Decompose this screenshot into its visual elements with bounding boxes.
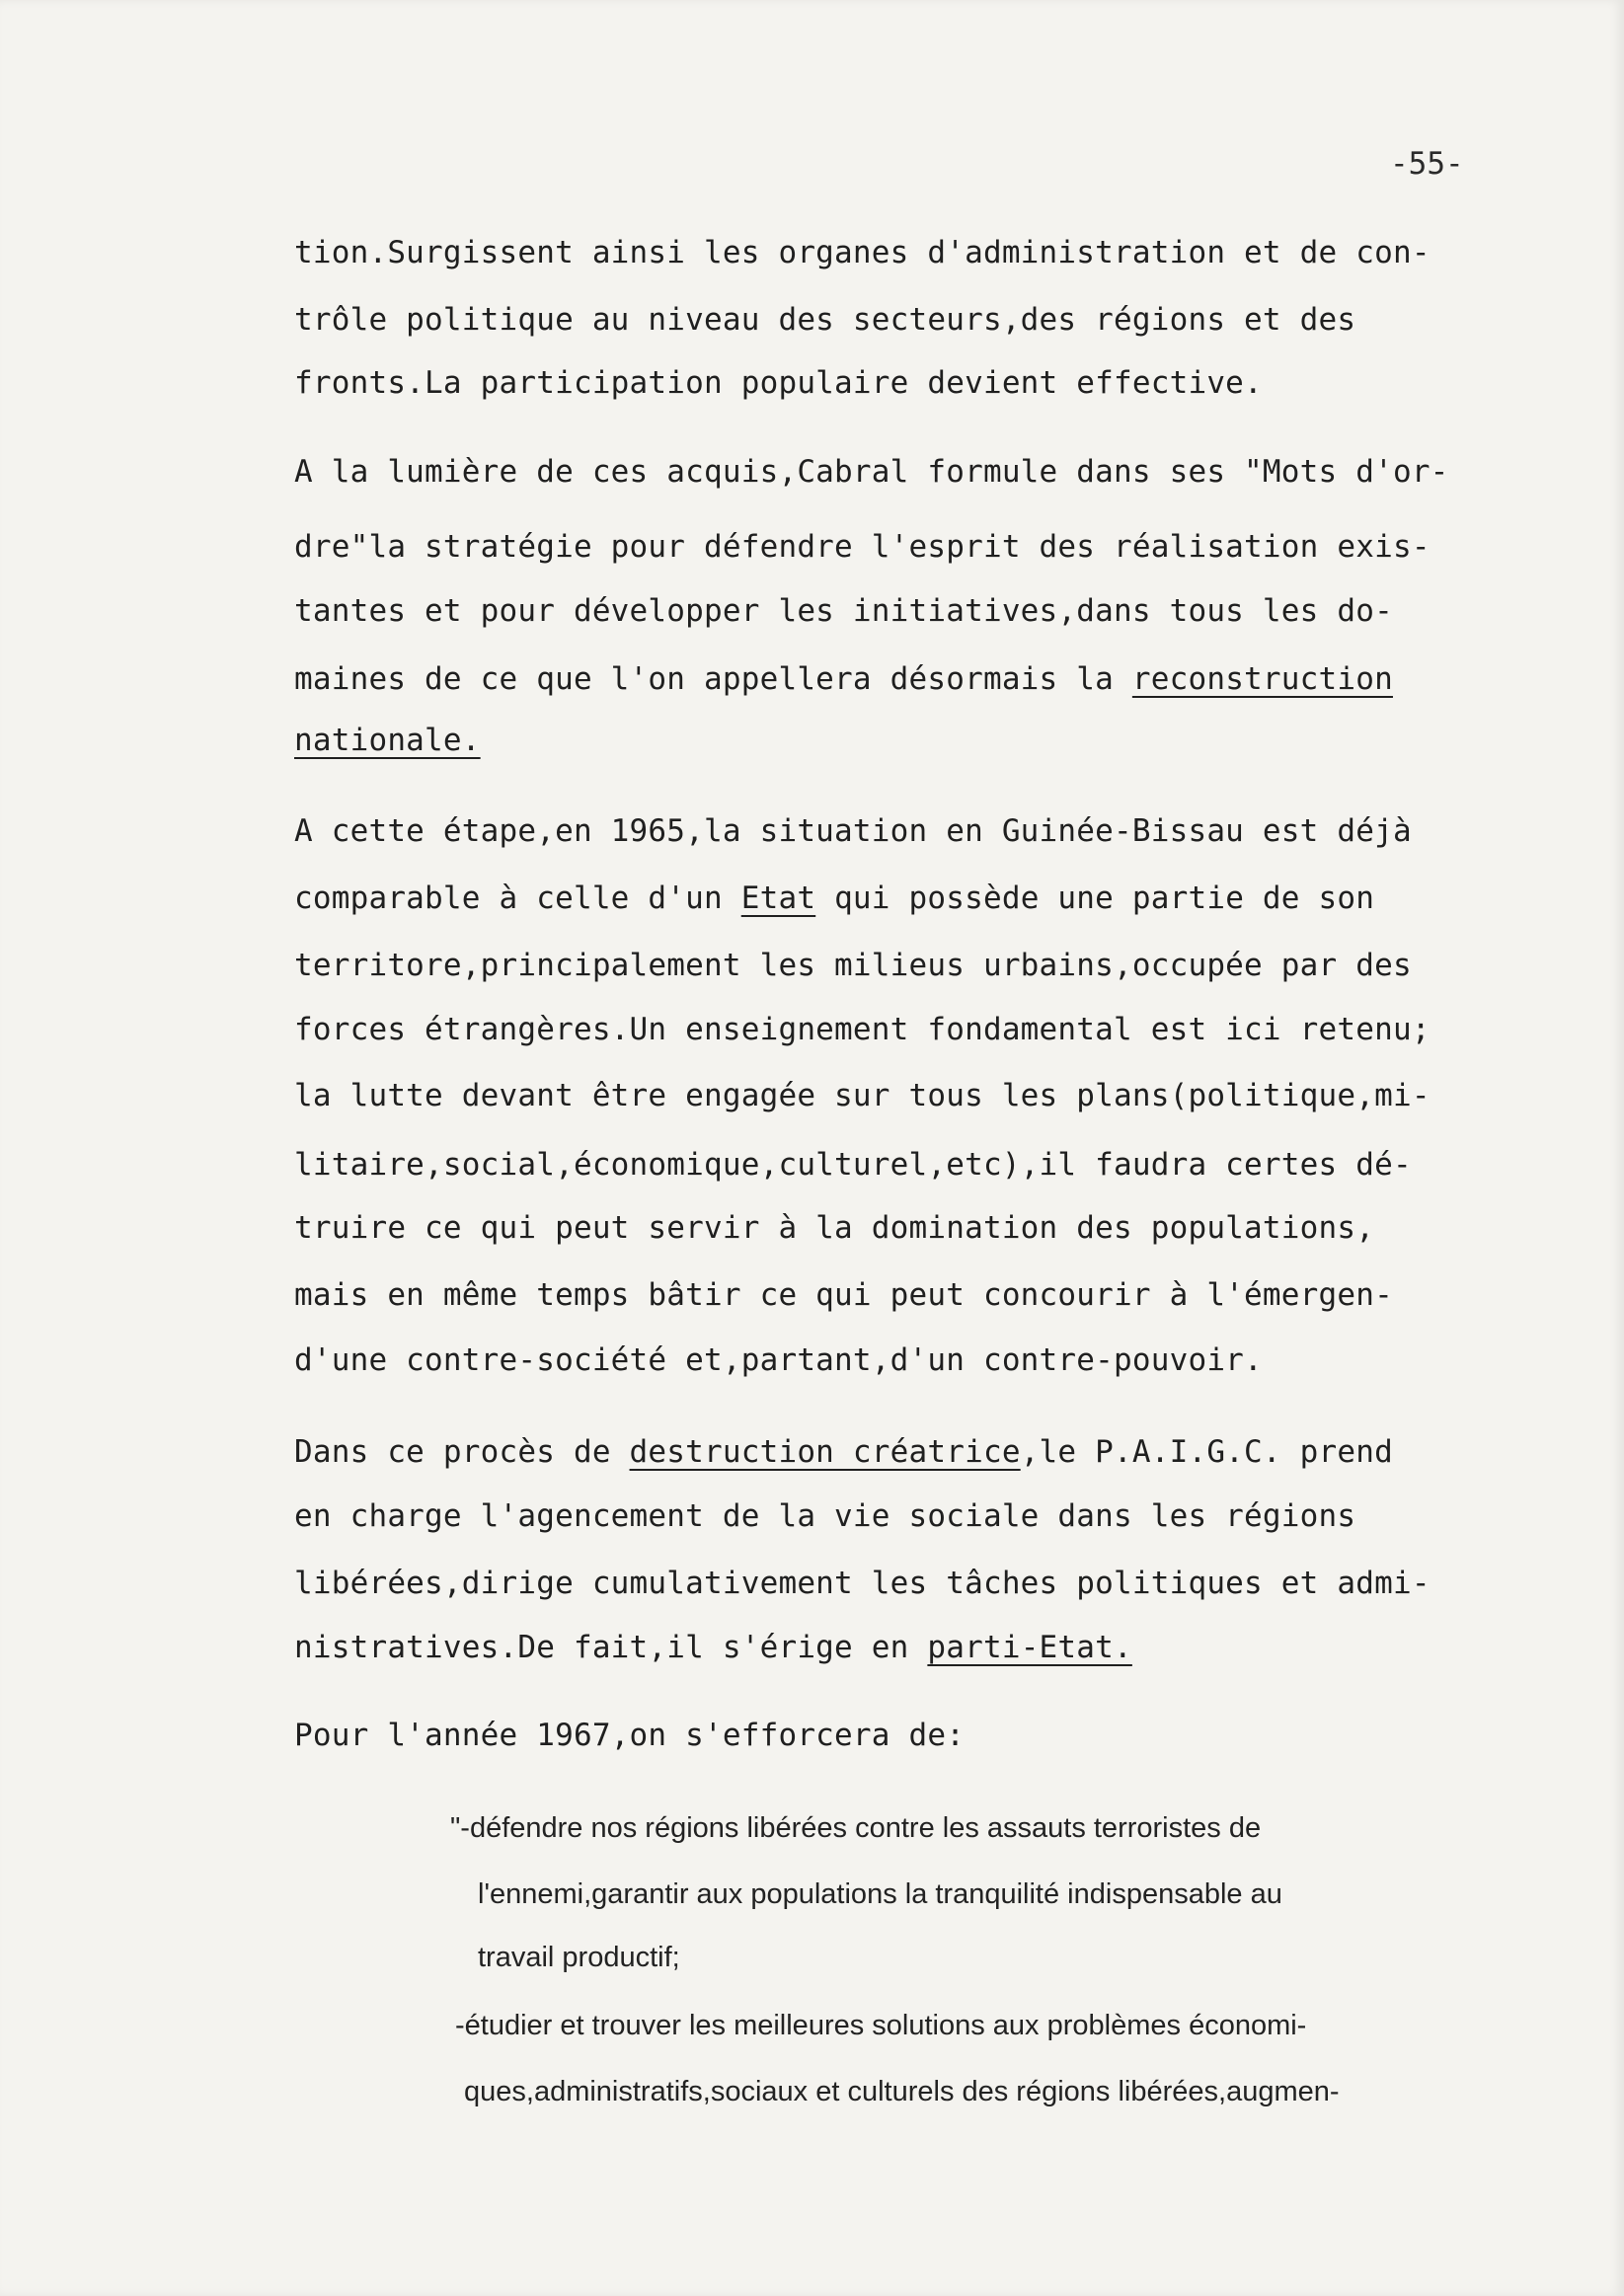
underlined-term: parti-Etat.: [927, 1630, 1132, 1665]
text-line: la lutte devant être engagée sur tous les plans(politique,mi-: [294, 1078, 1431, 1113]
text-line: mais en même temps bâtir ce qui peut concourir à l'émergen-: [294, 1277, 1393, 1313]
quote-line: travail productif;: [478, 1942, 680, 1973]
text-line: maines de ce que l'on appellera désormais la reconstruction: [294, 661, 1393, 697]
text-line: libérées,dirige cumulativement les tâches politiques et admi-: [294, 1566, 1431, 1601]
underlined-term: destruction créatrice: [629, 1434, 1021, 1470]
quote-line: ques,administratifs,sociaux et culturels des régions libérées,augmen-: [464, 2076, 1340, 2107]
text-line: dre"la stratégie pour défendre l'esprit des réalisation exis-: [294, 529, 1431, 565]
text-line: en charge l'agencement de la vie sociale dans les régions: [294, 1498, 1356, 1534]
quote-line: l'ennemi,garantir aux populations la tranquilité indispensable au: [478, 1878, 1282, 1910]
text-line: [294, 721, 481, 760]
text-line: A cette étape,en 1965,la situation en Guinée-Bissau est déjà: [294, 813, 1412, 849]
underlined-term: Etat: [740, 880, 816, 916]
text-line: fronts.La participation populaire devient effective.: [294, 365, 1263, 401]
underlined-term: nationale.: [294, 723, 481, 758]
text-line: nistratives.De fait,il s'érige en parti-Etat.: [294, 1630, 1132, 1665]
text-line: truire ce qui peut servir à la domination des populations,: [294, 1210, 1375, 1246]
text-line: litaire,social,économique,culturel,etc),il faudra certes dé-: [294, 1147, 1412, 1183]
text-line: territore,principalement les milieus urbains,occupée par des: [294, 948, 1412, 983]
text-line: tantes et pour développer les initiatives,dans tous les do-: [294, 593, 1393, 629]
text-line: Pour l'année 1967,on s'efforcera de:: [294, 1718, 966, 1753]
text-line: tion.Surgissent ainsi les organes d'administration et de con-: [294, 235, 1431, 270]
quote-line: -étudier et trouver les meilleures solutions aux problèmes économi-: [455, 2010, 1307, 2041]
text-line: Dans ce procès de destruction créatrice,le P.A.I.G.C. prend: [294, 1434, 1393, 1470]
text-line: trôle politique au niveau des secteurs,des régions et des: [294, 302, 1356, 338]
text-line: d'une contre-société et,partant,d'un contre-pouvoir.: [294, 1342, 1263, 1378]
page-number: -55-: [1390, 146, 1464, 182]
text-line: forces étrangères.Un enseignement fondamental est ici retenu;: [294, 1012, 1431, 1047]
text-line: A la lumière de ces acquis,Cabral formule dans ses "Mots d'or-: [294, 454, 1449, 490]
underlined-term: reconstruction: [1131, 661, 1393, 697]
quote-line: "-défendre nos régions libérées contre les assauts terroristes de: [450, 1812, 1262, 1844]
text-line: comparable à celle d'un Etat qui possède une partie de son: [294, 880, 1375, 916]
